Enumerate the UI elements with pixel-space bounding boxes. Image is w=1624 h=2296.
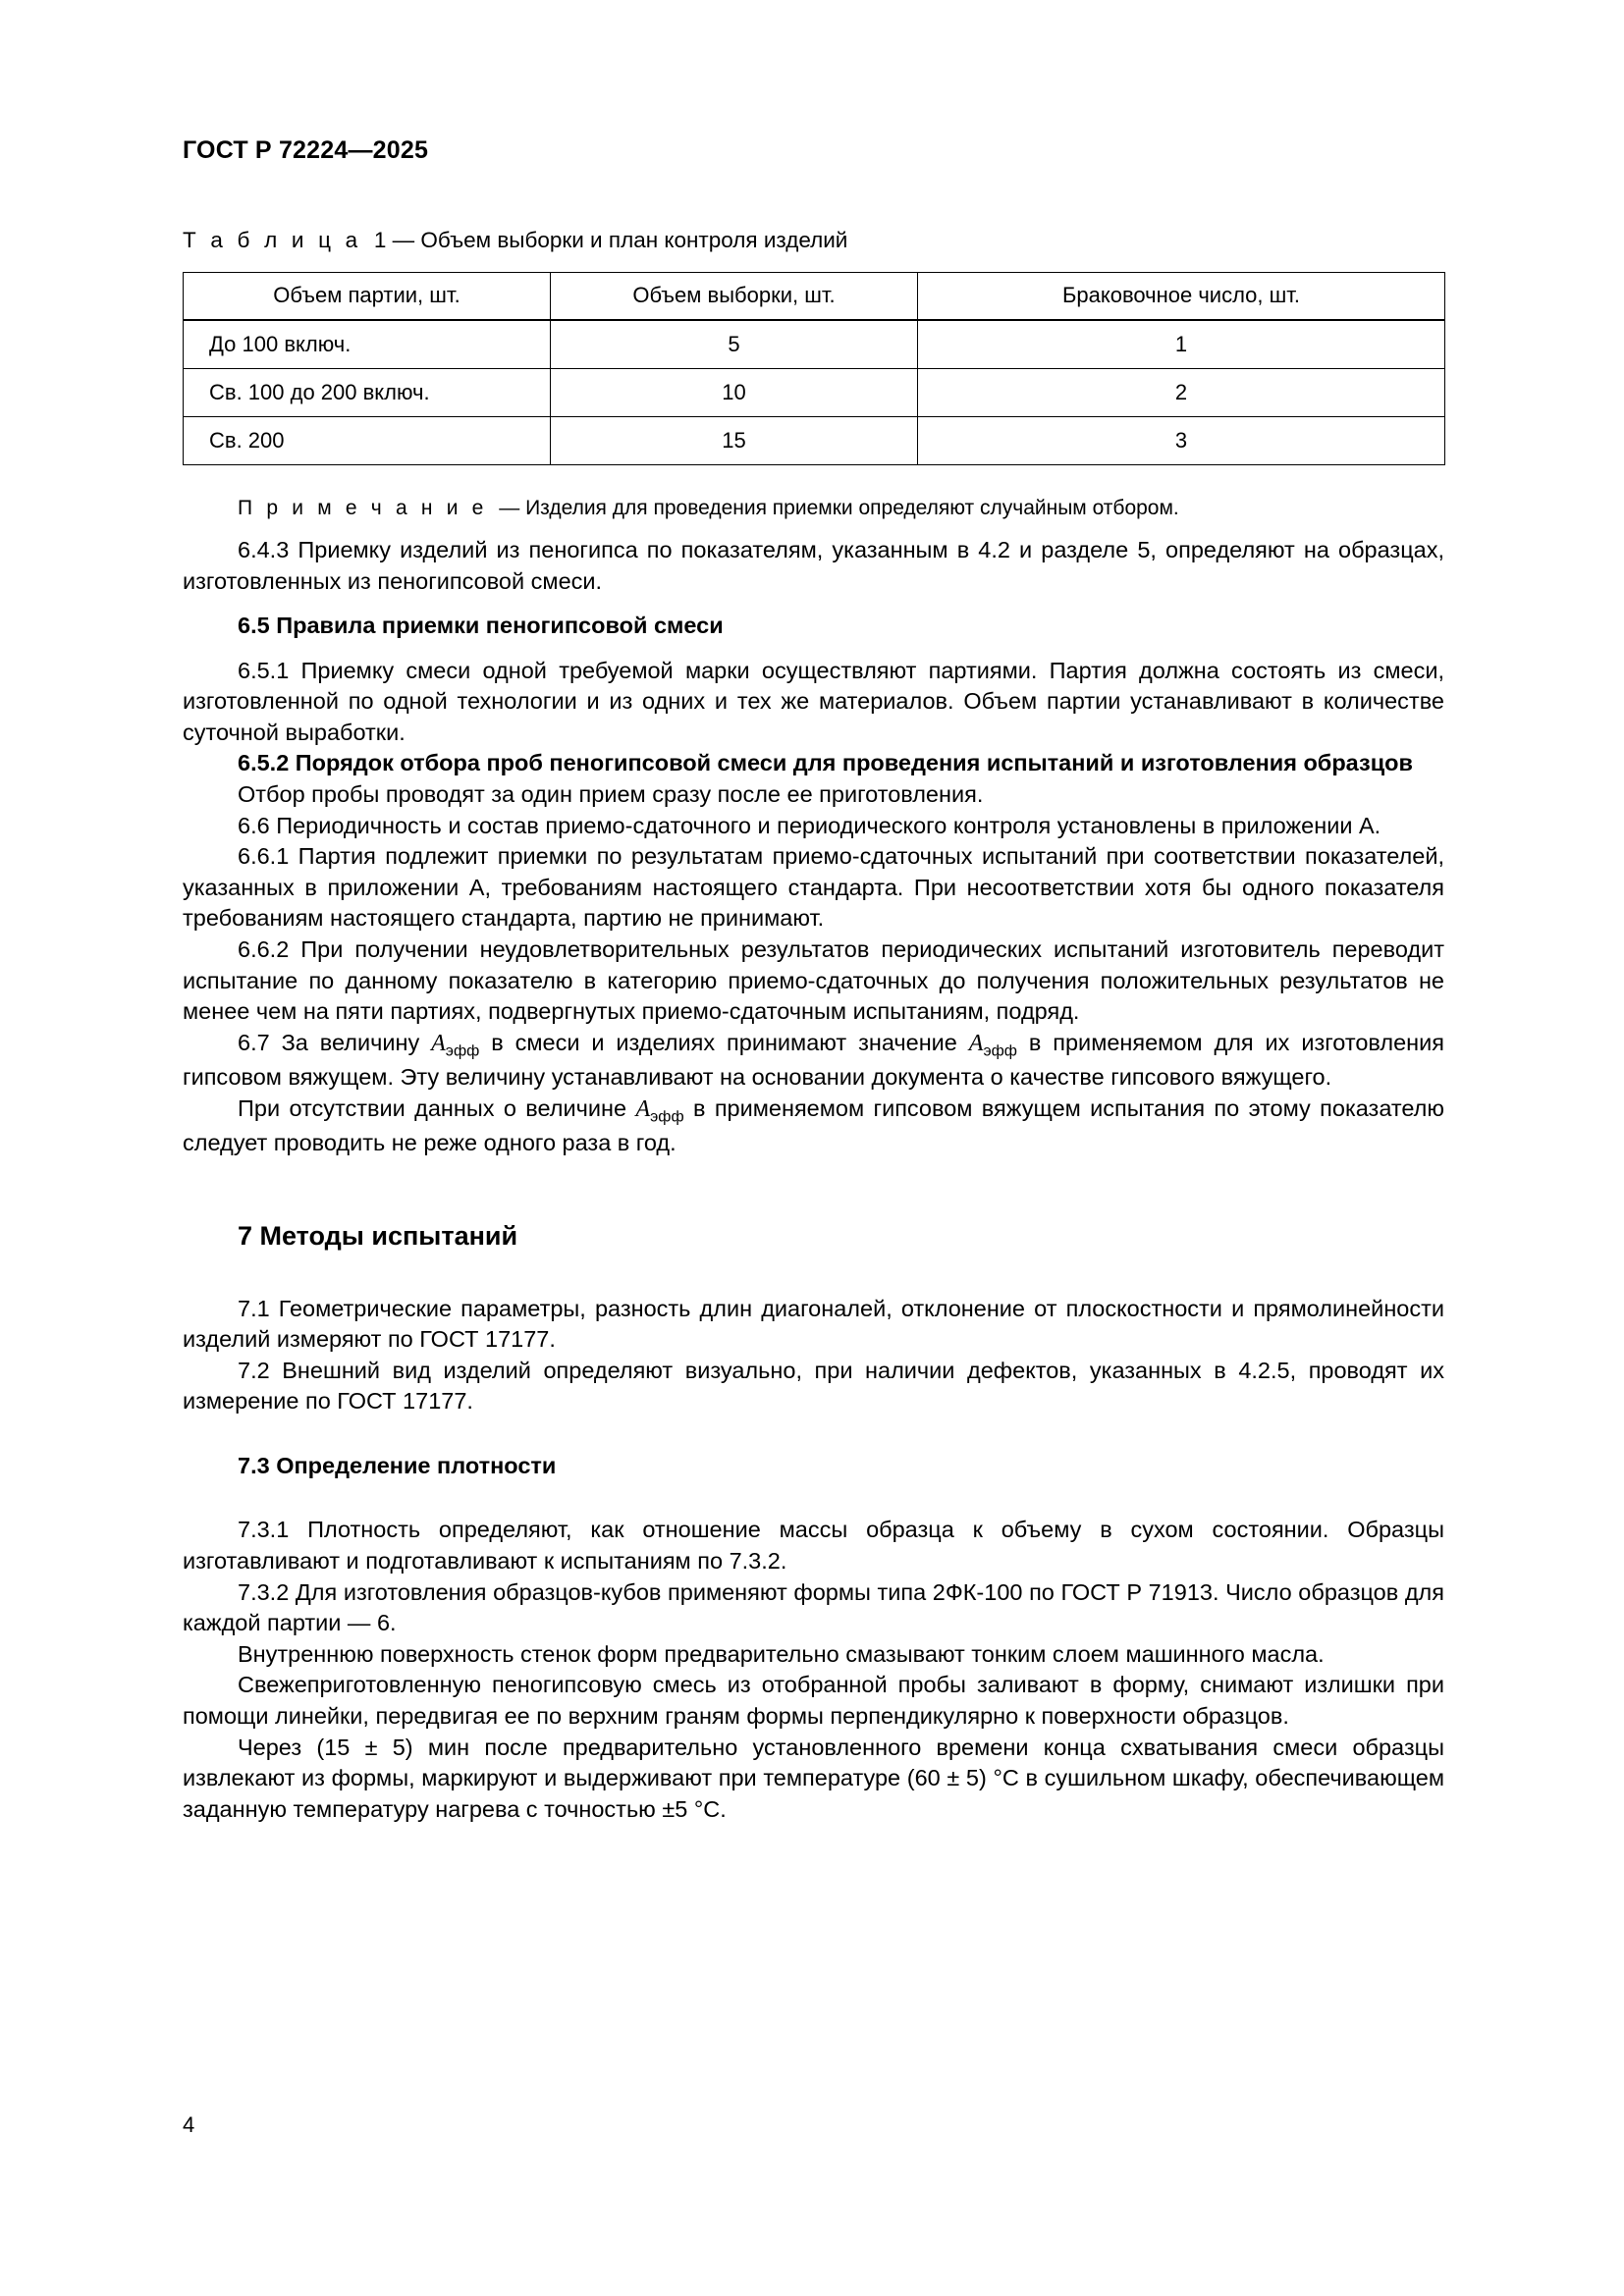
heading-6-5: 6.5 Правила приемки пеногипсовой смеси	[238, 613, 724, 639]
paragraph-6-4-3: 6.4.3 Приемку изделий из пеногипса по показателям, указанным в 4.2 и разделе 5, определяют на образцах, изготовленных из пеногипсовой смеси.	[183, 536, 1444, 594]
paragraph-6-7-text-1: 6.7 За величину	[238, 1029, 432, 1055]
variable-a-eff: А	[968, 1030, 984, 1056]
heading-section-7: 7 Методы испытаний	[238, 1221, 518, 1252]
paragraph-mix-pouring: Свежеприготовленную пеногипсовую смесь из отобранной пробы заливают в форму, снимают излишки при помощи линейки, передвигая ее по верхним граням формы перпендикулярно к поверхности образцов.	[183, 1672, 1444, 1730]
paragraph-6-6: 6.6 Периодичность и состав приемо-сдаточного и периодического контроля установлены в приложении А.	[238, 812, 1381, 838]
paragraph-6-7	[183, 1028, 1444, 1094]
table-note	[183, 495, 1444, 521]
table-cell-reject-number: 2	[918, 368, 1445, 416]
table-caption	[183, 227, 1444, 254]
table-cell-lot-size: Св. 200	[184, 416, 551, 464]
table-caption-dash: —	[392, 227, 415, 252]
table-caption-label: Т а б л и ц а	[183, 227, 362, 252]
table-cell-reject-number: 1	[918, 320, 1445, 368]
paragraph-temperature-curing: Через (15 ± 5) мин после предварительно установленного времени конца схватывания смеси образцы извлекают из формы, маркируют и выдерживают при температуре (60 ± 5) °C в сушильном шкафу, обеспечивающем заданную температуру нагрева с точностью ±5 °C.	[183, 1734, 1444, 1822]
document-header: ГОСТ Р 72224—2025	[183, 136, 429, 164]
sampling-plan-table	[183, 272, 1445, 465]
table-head	[184, 272, 1445, 320]
variable-subscript-eff: эфф	[445, 1042, 480, 1060]
table-header-cell-reject-number: Браковочное число, шт.	[918, 272, 1445, 320]
variable-subscript-eff: эфф	[983, 1042, 1017, 1060]
paragraph-6-6-1: 6.6.1 Партия подлежит приемки по результатам приемо-сдаточных испытаний при соответствии показателей, указанных в приложении А, требованиям настоящего стандарта. При несоответствии хотя бы одного показателя требованиям настоящего стандарта, партию не принимают.	[183, 843, 1444, 932]
heading-7-3: 7.3 Определение плотности	[238, 1452, 557, 1478]
table-row	[184, 368, 1445, 416]
paragraph-7-3-2: 7.3.2 Для изготовления образцов-кубов применяют формы типа 2ФК-100 по ГОСТ Р 71913. Число образцов для каждой партии — 6.	[183, 1578, 1444, 1636]
paragraph-6-7-b-text-2: в применяемом гипсовом вяжущем испытания по этому показателю следует проводить не реже одного раза в год.	[183, 1095, 1445, 1155]
page-number: 4	[183, 2112, 195, 2137]
table-header-cell-sample-size: Объем выборки, шт.	[551, 272, 918, 320]
paragraph-6-7-b-text-1: При отсутствии данных о величине	[238, 1095, 636, 1121]
paragraph-7-3-1: 7.3.1 Плотность определяют, как отношение массы образца к объему в сухом состоянии. Образцы изготавливают и подготавливают к испытаниям по 7.3.2.	[183, 1517, 1444, 1575]
table-note-dash: —	[499, 496, 520, 519]
paragraph-6-5-2-text: Отбор пробы проводят за один прием сразу после ее приготовления.	[238, 781, 984, 808]
paragraph-6-7-b	[183, 1094, 1444, 1159]
variable-a-eff: А	[635, 1095, 651, 1122]
table-body	[184, 320, 1445, 464]
table-cell-lot-size: До 100 включ.	[184, 320, 551, 368]
paragraph-6-6-2: 6.6.2 При получении неудовлетворительных результатов периодических испытаний изготовитель переводит испытание по данному показателю в категорию приемо-сдаточных до получения положительных результатов не менее чем на пяти партиях, подвергнутых приемо-сдаточным испытаниям, подряд.	[183, 936, 1444, 1025]
table-caption-number: 1	[373, 227, 387, 252]
table-caption-title: Объем выборки и план контроля изделий	[420, 227, 848, 252]
table-note-label: П р и м е ч а н и е	[238, 496, 488, 519]
table-cell-sample-size: 15	[551, 416, 918, 464]
paragraph-6-7-text-3: в применяемом для их изготовления гипсовом вяжущем. Эту величину устанавливают на основании документа о качестве гипсового вяжущего.	[183, 1029, 1444, 1091]
paragraph-7-2: 7.2 Внешний вид изделий определяют визуально, при наличии дефектов, указанных в 4.2.5, проводят их измерение по ГОСТ 17177.	[183, 1357, 1444, 1415]
paragraph-6-7-text-2: в смеси и изделиях принимают значение	[479, 1029, 969, 1055]
paragraph-forms-lubrication: Внутреннюю поверхность стенок форм предварительно смазывают тонким слоем машинного масла.	[238, 1640, 1325, 1667]
table-cell-lot-size: Св. 100 до 200 включ.	[184, 368, 551, 416]
heading-6-5-2: 6.5.2 Порядок отбора проб пеногипсовой смеси для проведения испытаний и изготовления образцов	[238, 750, 1413, 776]
table-row	[184, 320, 1445, 368]
table-cell-sample-size: 10	[551, 368, 918, 416]
table-header-cell-lot-size: Объем партии, шт.	[184, 272, 551, 320]
paragraph-7-1: 7.1 Геометрические параметры, разность длин диагоналей, отклонение от плоскостности и прямолинейности изделий измеряют по ГОСТ 17177.	[183, 1295, 1444, 1353]
table-header-row	[184, 272, 1445, 320]
paragraph-6-5-1: 6.5.1 Приемку смеси одной требуемой марки осуществляют партиями. Партия должна состоять из смеси, изготовленной по одной технологии и из одних и тех же материалов. Объем партии устанавливают в количестве суточной выработки.	[183, 657, 1444, 745]
page-content	[183, 137, 1444, 1825]
table-cell-reject-number: 3	[918, 416, 1445, 464]
table-row	[184, 416, 1445, 464]
variable-subscript-eff: эфф	[650, 1108, 684, 1126]
table-cell-sample-size: 5	[551, 320, 918, 368]
variable-a-eff: А	[431, 1030, 446, 1056]
table-note-text: Изделия для проведения приемки определяют случайным отбором.	[525, 496, 1179, 519]
